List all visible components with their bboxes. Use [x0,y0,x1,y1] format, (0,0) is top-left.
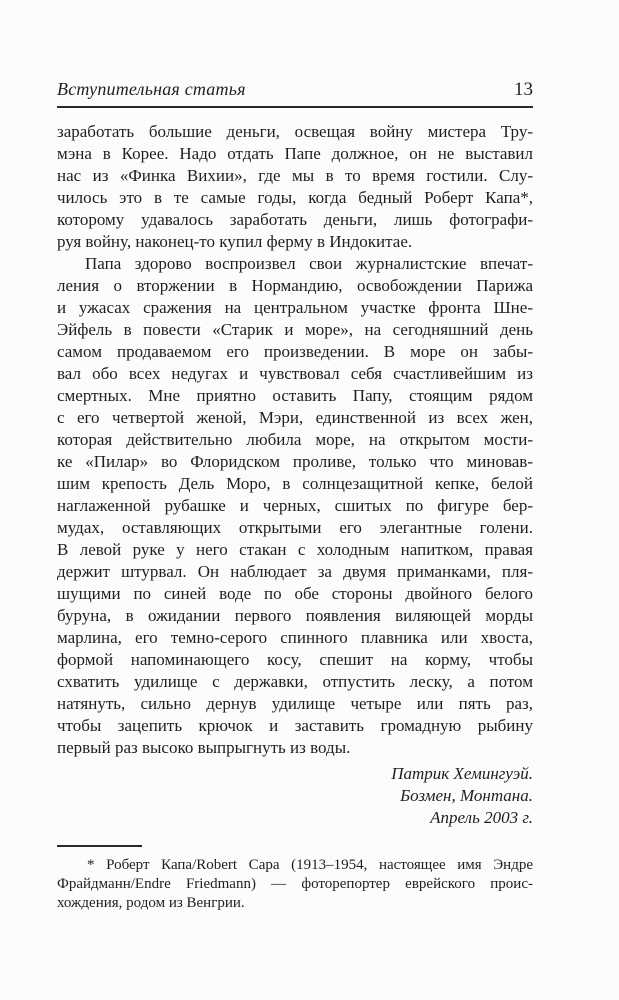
text-line: мэна в Корее. Надо отдать Папе должное, он не выставил [57,144,533,163]
text-line: чилось это в те самые годы, когда бедный Роберт Капа*, [57,188,533,207]
text-line: * Роберт Капа/Robert Capa (1913–1954, настоящее имя Эндре [87,857,533,873]
text-line: с его четвертой женой, Мэри, единственной из всех жен, [57,408,533,427]
body-text [57,121,533,759]
text-line: чтобы зацепить крючок и заставить громадную рыбину [57,716,533,735]
text-line: Фрайдманн/Endre Friedmann) — фоторепортер еврейского проис- [57,876,533,892]
text-line: первый раз высоко выпрыгнуть из воды. [57,738,351,757]
text-line: натянуть, сильно дернув удилище четыре или пять раз, [57,694,533,713]
signature-line: Патрик Хемингуэй. [391,764,533,783]
text-line: ке «Пилар» во Флоридском проливе, только что миновав- [57,452,533,471]
text-line: марлина, его темно-серого спинного плавника или хвоста, [57,628,533,647]
text-line: схватить удилище с державки, отпустить леску, а потом [57,672,533,691]
text-line: В левой руке у него стакан с холодным напитком, правая [57,540,533,559]
signature-block [57,763,533,829]
text-line: наглаженной рубашке и черных, сшитых по фигуре бер- [57,496,533,515]
paragraph [57,856,533,913]
text-line: формой напоминающего косу, спешит на корму, чтобы [57,650,533,669]
text-line: мудах, оставляющих открытыми его элегантные голени. [57,518,533,537]
text-line: нас из «Финка Вихии», где мы в то время гостили. Слу- [57,166,533,185]
signature-line: Бозмен, Монтана. [400,786,533,805]
text-line: заработать большие деньги, освещая войну мистера Тру- [57,122,533,141]
text-line: буруна, в ожидании первого появления виляющей морды [57,606,533,625]
text-line: самом продаваемом его произведении. В море он забы- [57,342,533,361]
running-header [57,79,533,108]
text-line: держит штурвал. Он наблюдает за двумя приманками, пля- [57,562,533,581]
text-line: смертных. Мне приятно оставить Папу, стоящим рядом [57,386,533,405]
text-line: которому удавалось заработать деньги, лишь фотографи- [57,210,533,229]
page-content [57,121,533,913]
text-line: Папа здорово воспроизвел свои журналистские впечат- [85,254,533,273]
signature-line: Апрель 2003 г. [430,808,533,827]
text-line: которая действительно любила море, на открытом мости- [57,430,533,449]
text-line: хождения, родом из Венгрии. [57,895,245,911]
text-line: и ужасах сражения на центральном участке фронта Шне- [57,298,533,317]
text-line: вал обо всех недугах и чувствовал себя счастливейшим из [57,364,533,383]
paragraph [57,121,533,253]
footnote-separator-rule [57,845,142,847]
text-line: Эйфель в повести «Старик и море», на сегодняшний день [57,320,533,339]
page-number: 13 [514,79,533,100]
running-header-title: Вступительная статья [57,79,246,99]
text-line: ления о вторжении в Нормандию, освобождении Парижа [57,276,533,295]
paragraph [57,253,533,759]
text-line: шим крепость Дель Моро, в солнцезащитной кепке, белой [57,474,533,493]
text-line: руя войну, наконец-то купил ферму в Индокитае. [57,232,413,251]
footnote [57,856,533,913]
text-line: шущими по синей воде по обе стороны двойного белого [57,584,533,603]
